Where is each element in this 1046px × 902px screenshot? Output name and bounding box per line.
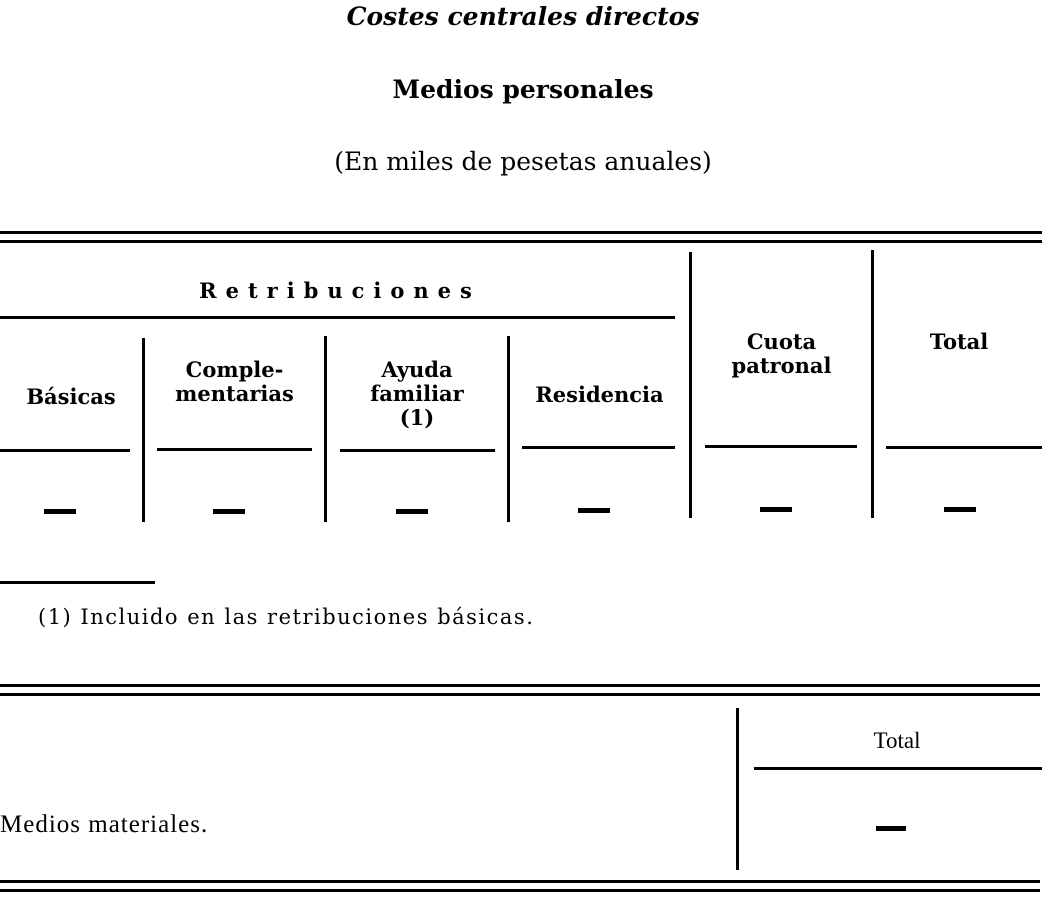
value-basicas [44, 509, 76, 514]
group-header-rule [0, 316, 675, 319]
mat-col-header-total: Total [873, 728, 921, 753]
header-rule [522, 446, 675, 449]
value-residencia [578, 508, 610, 513]
col-divider [689, 252, 692, 518]
col-header-residencia: Residencia [535, 382, 664, 407]
mat-header-rule [754, 767, 1042, 770]
header-rule [886, 446, 1042, 449]
footnote-rule [0, 581, 155, 584]
footnote: (1) Incluido en las retribuciones básicas. [38, 605, 535, 629]
col-header-cuota-patronal: Cuota patronal [731, 329, 832, 378]
header-rule [340, 449, 495, 452]
header-rule [157, 448, 312, 451]
header-rule [0, 449, 130, 452]
document-title: Costes centrales directos [346, 2, 700, 31]
top-rule [0, 231, 1042, 234]
group-header-retribuciones: Retribuciones [199, 278, 481, 303]
col-divider [871, 250, 874, 518]
header-rule [705, 445, 857, 448]
col-header-basicas: Básicas [26, 384, 116, 409]
units-note: (En miles de pesetas anuales) [334, 147, 712, 176]
value-cuota-patronal [760, 507, 792, 512]
col-divider [507, 336, 510, 522]
mat-bottom-rule-2 [0, 889, 1040, 892]
mat-bottom-rule [0, 880, 1040, 883]
mat-top-rule [0, 684, 1040, 687]
value-ayuda-familiar [396, 509, 428, 514]
col-header-ayuda-familiar: Ayuda familiar (1) [370, 357, 464, 430]
mat-value-total [876, 826, 906, 831]
value-total [944, 507, 976, 512]
col-header-total: Total [929, 329, 989, 354]
mat-row-label: Medios materiales. [0, 811, 209, 838]
document-subtitle: Medios personales [392, 75, 654, 104]
value-complementarias [213, 509, 245, 514]
top-rule-2 [0, 240, 1042, 243]
mat-top-rule-2 [0, 693, 1040, 696]
mat-col-divider [736, 708, 739, 870]
col-header-complementarias: Comple- mentarias [175, 357, 294, 406]
